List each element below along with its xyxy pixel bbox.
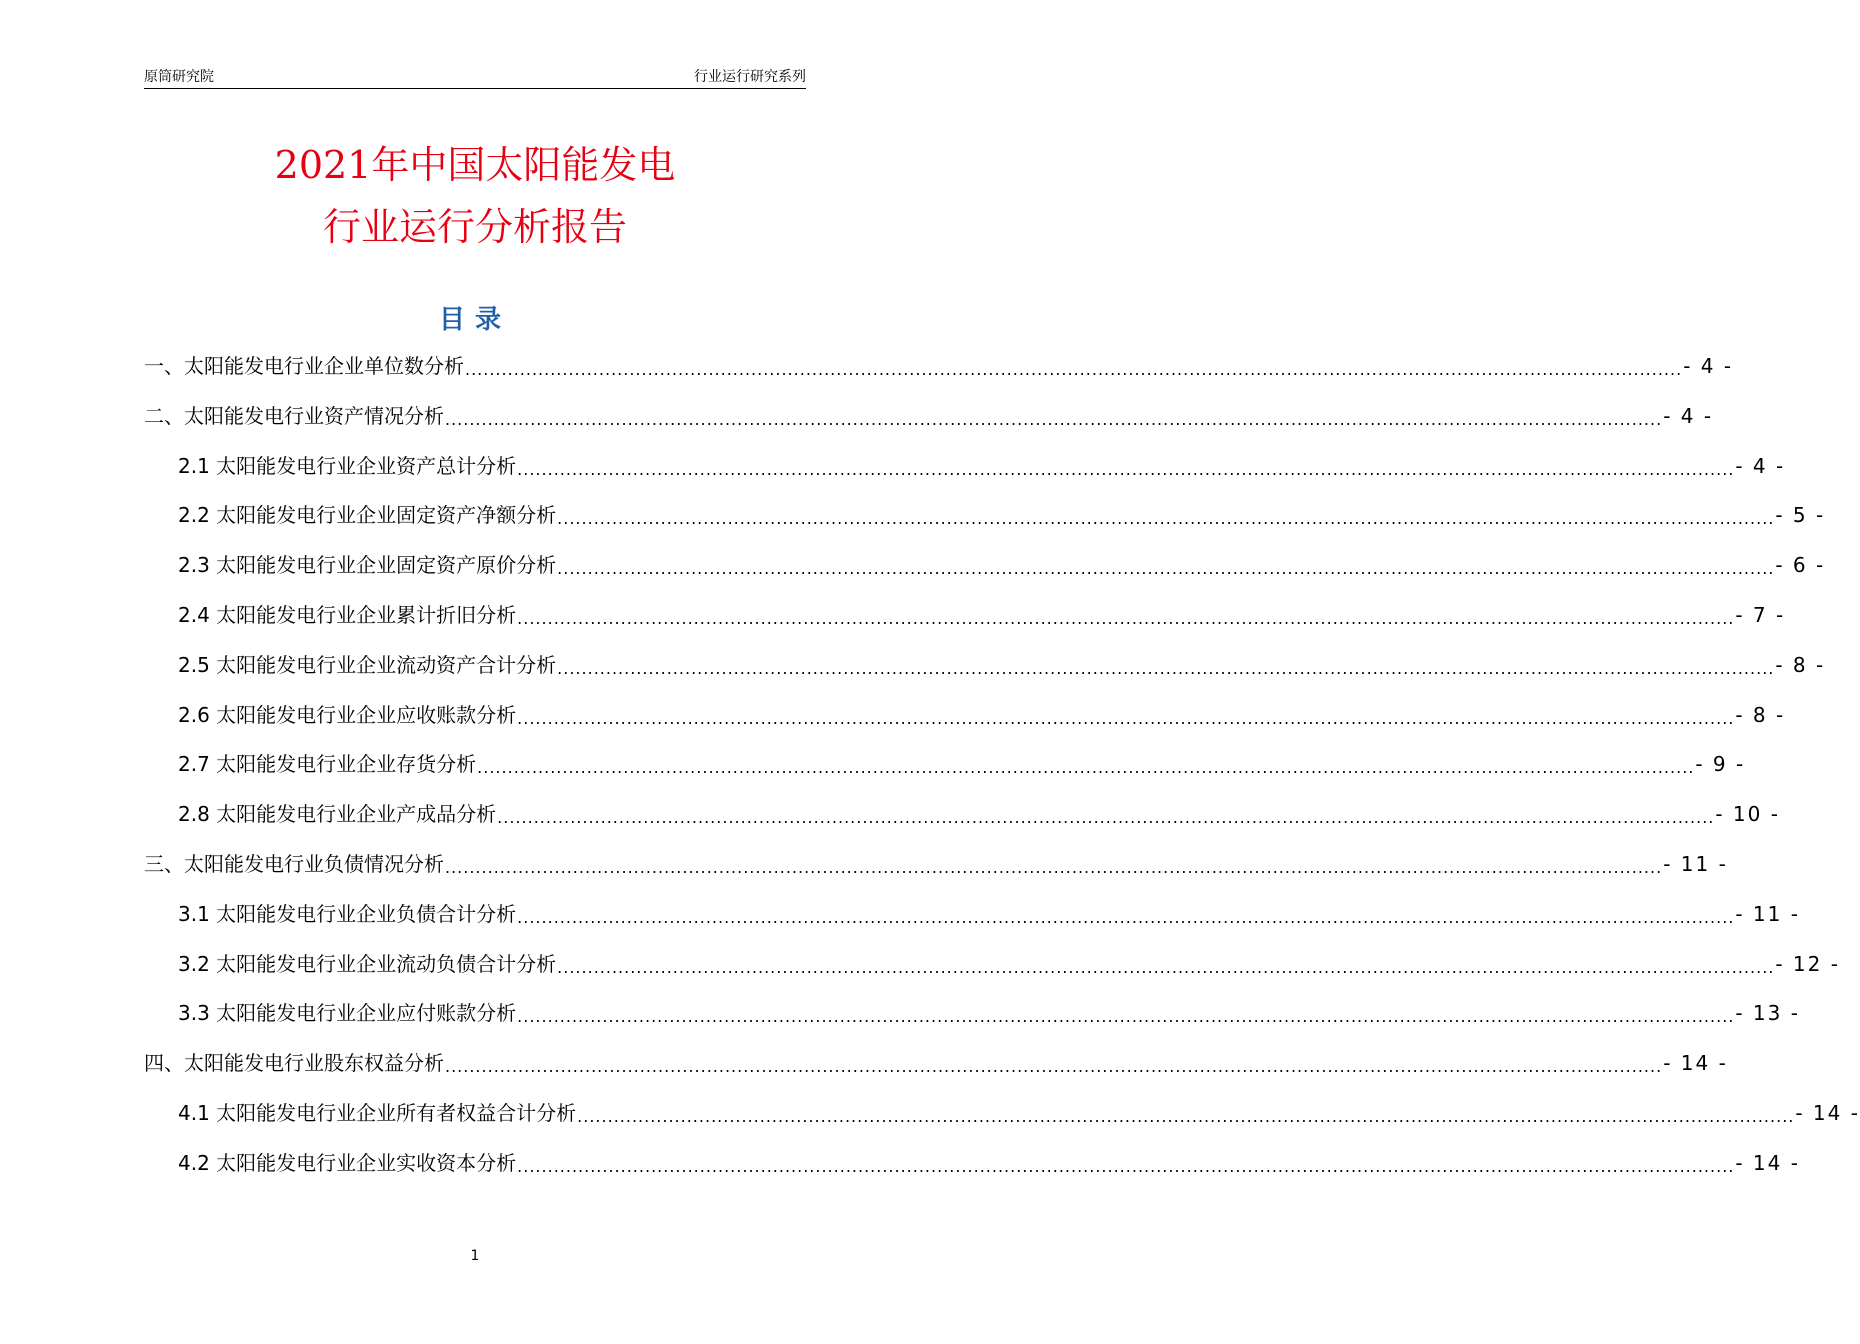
toc-entry[interactable] (178, 894, 1800, 934)
header-publisher: 原筒研究院 (144, 69, 214, 85)
toc-entry-page: - 11 - (1663, 852, 1728, 876)
toc-entry-label: 3.3 太阳能发电行业企业应付账款分析 (178, 1001, 517, 1026)
toc-entry[interactable] (178, 446, 1786, 486)
toc-entry-page: - 10 - (1715, 802, 1780, 827)
toc-leader-dots: ........................................................................................................................................................................................................ (445, 858, 1663, 877)
toc-entry[interactable] (178, 1093, 1860, 1133)
toc-leader-dots: ........................................................................................................................................................................................................ (445, 1057, 1663, 1077)
toc-leader-dots: ........................................................................................................................................................................................................ (517, 1007, 1735, 1027)
toc-entry-page: - 9 - (1695, 752, 1746, 777)
toc-entry-label: 2.7 太阳能发电行业企业存货分析 (178, 752, 477, 777)
toc-entry[interactable] (144, 844, 1728, 884)
toc-entry-page: - 14 - (1735, 1150, 1800, 1175)
toc-entry-label: 2.6 太阳能发电行业企业应收账款分析 (178, 702, 517, 727)
toc-entry-label: 4.1 太阳能发电行业企业所有者权益合计分析 (178, 1101, 577, 1125)
toc-entry-page: - 8 - (1775, 652, 1826, 677)
toc-entry-label: 四、太阳能发电行业股东权益分析 (144, 1051, 444, 1076)
toc-entry-page: - 7 - (1735, 603, 1786, 627)
header-series: 行业运行研究系列 (694, 69, 806, 85)
toc-leader-dots: ........................................................................................................................................................................................................ (465, 360, 1683, 379)
toc-entry-page: - 4 - (1663, 403, 1714, 428)
toc-entry-label: 2.3 太阳能发电行业企业固定资产原价分析 (178, 553, 557, 578)
toc-leader-dots: ........................................................................................................................................................................................................ (557, 957, 1775, 977)
toc-entry[interactable] (178, 744, 1746, 784)
toc-entry[interactable] (144, 1043, 1728, 1083)
page-header (144, 66, 806, 89)
toc-entry-page: - 14 - (1663, 1051, 1728, 1076)
toc-heading: 目录 (438, 305, 511, 335)
toc-entry-label: 一、太阳能发电行业企业单位数分析 (144, 354, 464, 378)
toc-leader-dots: ........................................................................................................................................................................................................ (557, 559, 1775, 579)
toc-entry[interactable] (178, 1143, 1800, 1183)
report-title-line-2: 行业运行分析报告 (322, 205, 627, 249)
toc-entry-label: 2.5 太阳能发电行业企业流动资产合计分析 (178, 652, 557, 677)
toc-entry[interactable] (144, 396, 1714, 436)
toc-entry[interactable] (178, 993, 1800, 1033)
toc-entry-label: 3.1 太阳能发电行业企业负债合计分析 (178, 901, 517, 926)
toc-entry-page: - 14 - (1795, 1101, 1860, 1125)
toc-entry[interactable] (144, 346, 1734, 386)
toc-leader-dots: ........................................................................................................................................................................................................ (577, 1107, 1795, 1126)
toc-entry-page: - 6 - (1775, 553, 1826, 578)
toc-leader-dots: ........................................................................................................................................................................................................ (517, 459, 1735, 479)
toc-entry-label: 2.4 太阳能发电行业企业累计折旧分析 (178, 603, 517, 627)
page-number: 1 (470, 1248, 480, 1264)
toc-entry[interactable] (178, 495, 1826, 535)
toc-entry-page: - 8 - (1735, 702, 1786, 727)
toc-entry-label: 2.8 太阳能发电行业企业产成品分析 (178, 802, 497, 827)
toc-entry-label: 3.2 太阳能发电行业企业流动负债合计分析 (178, 951, 557, 976)
toc-leader-dots: ........................................................................................................................................................................................................ (477, 758, 1695, 778)
toc-entry[interactable] (178, 944, 1840, 984)
toc-entry-label: 二、太阳能发电行业资产情况分析 (144, 403, 444, 428)
toc-entry-label: 2.1 太阳能发电行业企业资产总计分析 (178, 453, 517, 478)
report-title-line-1: 2021年中国太阳能发电 (274, 143, 676, 187)
toc-entry-page: - 5 - (1775, 503, 1826, 528)
toc-entry[interactable] (178, 695, 1786, 735)
toc-entry-label: 三、太阳能发电行业负债情况分析 (144, 852, 444, 876)
toc-leader-dots: ........................................................................................................................................................................................................ (517, 907, 1735, 927)
toc-leader-dots: ........................................................................................................................................................................................................ (557, 509, 1775, 529)
toc-entry-page: - 4 - (1683, 354, 1734, 378)
toc-leader-dots: ........................................................................................................................................................................................................ (557, 658, 1775, 678)
toc-entry-label: 4.2 太阳能发电行业企业实收资本分析 (178, 1150, 517, 1175)
toc-entry[interactable] (178, 645, 1826, 685)
toc-leader-dots: ........................................................................................................................................................................................................ (517, 1156, 1735, 1176)
toc-entry-label: 2.2 太阳能发电行业企业固定资产净额分析 (178, 503, 557, 528)
toc-entry[interactable] (178, 794, 1780, 834)
toc-entry[interactable] (178, 545, 1826, 585)
toc-leader-dots: ........................................................................................................................................................................................................ (517, 708, 1735, 728)
toc-leader-dots: ........................................................................................................................................................................................................ (517, 609, 1735, 628)
toc-leader-dots: ........................................................................................................................................................................................................ (445, 409, 1663, 429)
toc-entry-page: - 11 - (1735, 901, 1800, 926)
toc-entry-page: - 4 - (1735, 453, 1786, 478)
toc-entry[interactable] (178, 595, 1786, 635)
toc-entry-page: - 12 - (1775, 951, 1840, 976)
toc-entry-page: - 13 - (1735, 1001, 1800, 1026)
toc-leader-dots: ........................................................................................................................................................................................................ (497, 808, 1715, 828)
